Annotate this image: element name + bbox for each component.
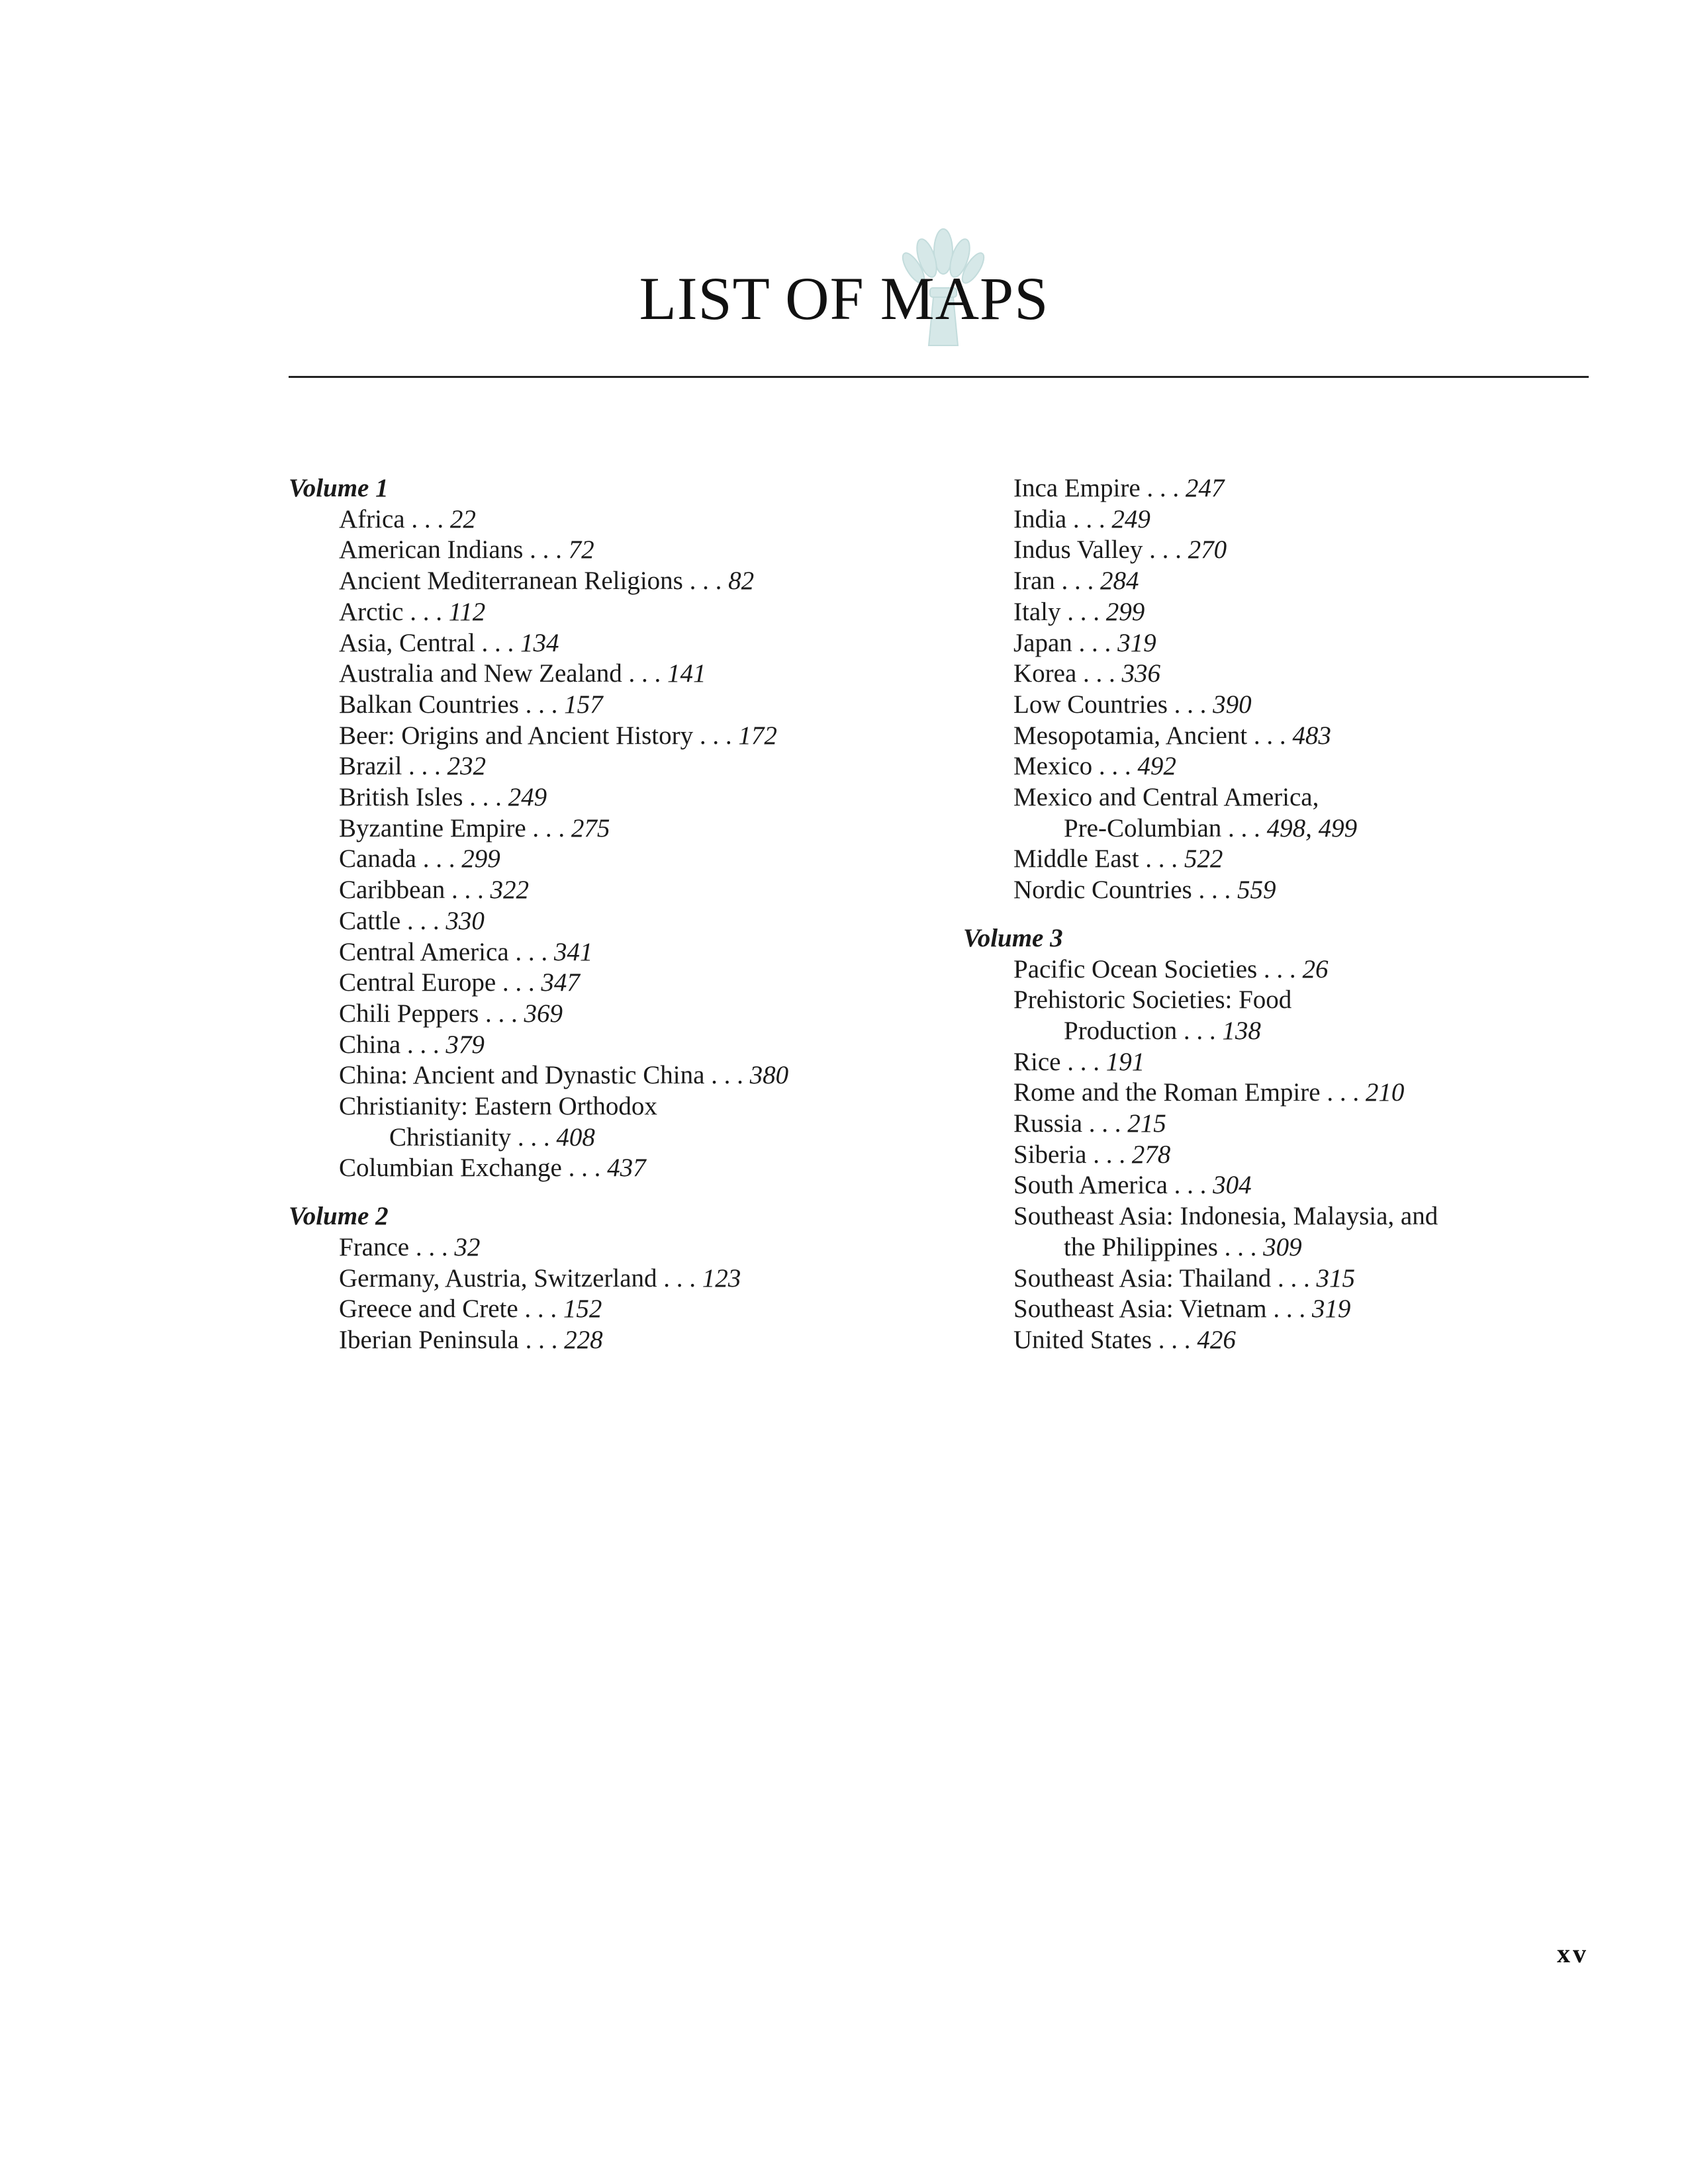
map-entry [289, 1294, 951, 1325]
map-entry [963, 782, 1625, 844]
title-rule [289, 376, 1589, 378]
map-entry [289, 1060, 951, 1091]
map-entry [289, 597, 951, 628]
map-entry [289, 1030, 951, 1061]
map-entry-page: 379 [445, 1030, 485, 1059]
map-entry-label: Italy . . . [1013, 597, 1106, 626]
map-entry-page: 322 [490, 876, 530, 905]
map-entry-label: Rome and the Roman Empire . . . [1013, 1078, 1366, 1107]
map-entry [963, 954, 1625, 985]
map-entry-label: Asia, Central . . . [339, 628, 521, 657]
map-entry-page: 157 [564, 690, 603, 719]
map-entry [963, 721, 1625, 752]
map-entry-page: 408 [556, 1122, 595, 1152]
map-entry-label: Africa . . . [339, 504, 450, 533]
volume-3-list [963, 954, 1625, 1356]
map-entry [289, 999, 951, 1030]
map-entry-continuation [1013, 813, 1625, 844]
map-entry-label: Pacific Ocean Societies . . . [1013, 954, 1303, 983]
map-entry-label: Balkan Countries . . . [339, 690, 565, 719]
map-entry-label: Mexico and Central America, [1013, 783, 1319, 812]
map-entry [289, 721, 951, 752]
map-entry-label: Cattle . . . [339, 906, 446, 935]
map-entry [963, 504, 1625, 535]
map-entry-continuation-text: the Philippines . . . [1064, 1232, 1264, 1261]
map-entry-page: 336 [1121, 659, 1161, 688]
map-entry-label: Mexico . . . [1013, 752, 1138, 781]
map-entry-label: Siberia . . . [1013, 1140, 1132, 1169]
map-entry [963, 566, 1625, 597]
map-entry-label: Central America . . . [339, 937, 554, 966]
map-entry-page: 330 [445, 906, 485, 935]
map-entry [963, 1077, 1625, 1109]
volume-heading: Volume 2 [289, 1202, 389, 1231]
map-entry-page: 437 [607, 1154, 646, 1183]
map-entry-page: 22 [449, 504, 476, 533]
map-entry-page: 141 [667, 659, 706, 688]
map-entry-label: Prehistoric Societies: Food [1013, 985, 1292, 1015]
map-entry [289, 937, 951, 968]
map-entry-label: Brazil . . . [339, 752, 447, 781]
map-entry [963, 1140, 1625, 1171]
map-entry-label: British Isles . . . [339, 783, 508, 812]
map-entry-page: 347 [541, 968, 580, 997]
map-entry [963, 1263, 1625, 1295]
right-column [963, 473, 1625, 1356]
map-entry-label: Russia . . . [1013, 1109, 1128, 1138]
map-entry [289, 1091, 951, 1153]
map-entry-page: 32 [454, 1232, 481, 1261]
map-entry-label: Southeast Asia: Thailand . . . [1013, 1263, 1317, 1293]
map-entry-page: 390 [1213, 690, 1252, 719]
map-entry [963, 844, 1625, 875]
map-entry-page: 172 [738, 721, 777, 750]
map-entry-label: India . . . [1013, 504, 1112, 533]
map-entry-label: Greece and Crete . . . [339, 1295, 563, 1324]
map-entry [963, 597, 1625, 628]
map-entry [289, 566, 951, 597]
page-title: LIST OF MAPS [639, 265, 1049, 332]
volume-2-list [289, 1232, 951, 1356]
map-entry-page: 284 [1100, 567, 1139, 596]
map-entry-page: 299 [461, 844, 500, 874]
map-entry-page: 426 [1197, 1325, 1236, 1354]
map-entry-label: Low Countries . . . [1013, 690, 1213, 719]
map-entry-page: 228 [564, 1325, 603, 1354]
map-entry-label: Caribbean . . . [339, 876, 491, 905]
map-entry-page: 270 [1188, 535, 1227, 565]
map-entry [963, 751, 1625, 782]
left-column [289, 473, 951, 1356]
map-entry-page: 522 [1184, 844, 1223, 874]
map-entry [289, 1325, 951, 1356]
map-entry [963, 1170, 1625, 1201]
map-entry-label: Byzantine Empire . . . [339, 813, 571, 842]
volume-1-list [289, 504, 951, 1184]
map-entry-label: South America . . . [1013, 1171, 1213, 1200]
map-entry-label: Southeast Asia: Indonesia, Malaysia, and [1013, 1202, 1438, 1231]
map-entry-continuation-text: Production . . . [1064, 1016, 1223, 1045]
map-entry-page: 299 [1105, 597, 1145, 626]
map-entry-page: 483 [1292, 721, 1331, 750]
map-entry-label: Arctic . . . [339, 597, 449, 626]
map-entry-label: Ancient Mediterranean Religions . . . [339, 567, 729, 596]
map-entry-label: Rice . . . [1013, 1047, 1106, 1076]
map-entry-page: 82 [728, 567, 755, 596]
map-entry-page: 138 [1222, 1016, 1261, 1045]
map-entry [289, 813, 951, 844]
map-entry [289, 906, 951, 937]
map-entry [963, 1109, 1625, 1140]
map-entry [289, 504, 951, 535]
map-entry [289, 782, 951, 813]
map-entry-label: Australia and New Zealand . . . [339, 659, 667, 688]
map-entry-page: 319 [1311, 1295, 1351, 1324]
map-entry [963, 1294, 1625, 1325]
map-entry-page: 249 [508, 783, 547, 812]
map-entry-label: Germany, Austria, Switzerland . . . [339, 1263, 702, 1293]
map-entry-page: 247 [1185, 474, 1225, 502]
volume-heading: Volume 1 [289, 474, 389, 502]
map-entry-page: 112 [448, 597, 486, 626]
map-entry [963, 690, 1625, 721]
map-entry-page: 315 [1316, 1263, 1355, 1293]
map-entry [963, 535, 1625, 566]
map-entry [289, 659, 951, 690]
map-entry [963, 985, 1625, 1046]
map-entry [963, 659, 1625, 690]
map-entry-label: Inca Empire . . . [1013, 474, 1186, 502]
map-entry-label: Iran . . . [1013, 567, 1101, 596]
map-entry-label: Mesopotamia, Ancient . . . [1013, 721, 1293, 750]
map-entry-continuation-text: Pre-Columbian . . . [1064, 813, 1267, 842]
map-entry-label: Canada . . . [339, 844, 462, 874]
volume-heading: Volume 3 [963, 923, 1063, 952]
map-entry-continuation [1013, 1232, 1625, 1263]
map-entry-label: Indus Valley . . . [1013, 535, 1188, 565]
map-entry [289, 875, 951, 906]
map-entry-page: 369 [524, 999, 563, 1028]
map-entry [289, 1232, 951, 1263]
map-entry-page: 152 [563, 1295, 602, 1324]
map-entry [289, 1153, 951, 1184]
map-entry-page: 26 [1302, 954, 1329, 983]
map-entry-label: China . . . [339, 1030, 446, 1059]
map-entry-label: American Indians . . . [339, 535, 569, 565]
map-entry-page: 319 [1117, 628, 1156, 657]
map-entry [289, 844, 951, 875]
page-number: xv [1557, 1938, 1589, 1968]
map-entry-continuation [339, 1122, 951, 1154]
map-entry-page: 232 [447, 752, 487, 781]
map-entry-page: 249 [1111, 504, 1150, 533]
map-entry-label: Chili Peppers . . . [339, 999, 524, 1028]
map-entry-label: Korea . . . [1013, 659, 1122, 688]
map-entry-label: Beer: Origins and Ancient History . . . [339, 721, 739, 750]
map-entry-page: 278 [1131, 1140, 1171, 1169]
map-entry [289, 1263, 951, 1295]
map-entry-page: 380 [749, 1061, 789, 1090]
map-entry-label: China: Ancient and Dynastic China . . . [339, 1061, 750, 1090]
map-entry-page: 123 [702, 1263, 741, 1293]
map-entry-page: 498, 499 [1266, 813, 1358, 842]
map-entry [289, 628, 951, 659]
map-entry-label: Japan . . . [1013, 628, 1118, 657]
map-entry-label: United States . . . [1013, 1325, 1197, 1354]
map-entry-label: Christianity: Eastern Orthodox [339, 1092, 657, 1121]
map-entry-page: 191 [1105, 1047, 1145, 1076]
map-entry-page: 492 [1137, 752, 1176, 781]
map-entry-continuation [1013, 1016, 1625, 1047]
map-entry [963, 628, 1625, 659]
map-entry-page: 559 [1237, 876, 1276, 905]
map-entry-page: 134 [520, 628, 559, 657]
map-entry-label: Middle East . . . [1013, 844, 1184, 874]
map-entry-label: Iberian Peninsula . . . [339, 1325, 565, 1354]
map-entry [963, 875, 1625, 906]
volume-2-list-continued [963, 473, 1625, 906]
map-entry [289, 751, 951, 782]
map-entry [963, 1325, 1625, 1356]
map-entry-label: Columbian Exchange . . . [339, 1154, 608, 1183]
map-entry [963, 1047, 1625, 1078]
map-entry-label: Nordic Countries . . . [1013, 876, 1237, 905]
map-entry-page: 210 [1365, 1078, 1405, 1107]
map-entry-label: France . . . [339, 1232, 455, 1261]
map-entry [963, 473, 1625, 504]
map-entry-page: 275 [571, 813, 610, 842]
map-entry-page: 215 [1127, 1109, 1166, 1138]
map-entry-label: Southeast Asia: Vietnam . . . [1013, 1295, 1312, 1324]
map-entry [289, 968, 951, 999]
map-entry-page: 309 [1263, 1232, 1302, 1261]
map-entry [963, 1201, 1625, 1263]
map-entry-page: 304 [1213, 1171, 1252, 1200]
map-entry [289, 535, 951, 566]
map-entry-page: 341 [553, 937, 593, 966]
map-entry [289, 690, 951, 721]
map-entry-page: 72 [568, 535, 594, 565]
map-entry-continuation-text: Christianity . . . [389, 1122, 557, 1152]
map-entry-label: Central Europe . . . [339, 968, 541, 997]
